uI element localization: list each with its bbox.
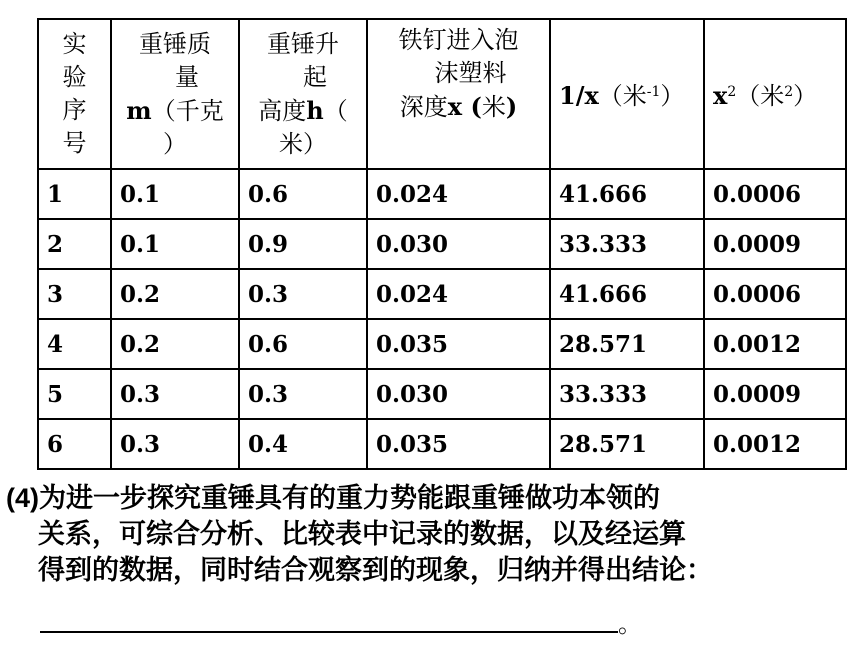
table-row — [38, 419, 846, 469]
cell-reciprocal-depth: 33.333 — [550, 369, 704, 419]
cell-depth-squared: 0.0009 — [704, 219, 846, 269]
cell-nail-depth: 0.024 — [367, 269, 550, 319]
answer-blank-line[interactable] — [40, 631, 618, 633]
table-row — [38, 369, 846, 419]
header-depth-squared-close: ） — [793, 81, 818, 110]
cell-hammer-mass: 0.1 — [111, 169, 239, 219]
header-reciprocal-depth-main: 1/x — [559, 80, 599, 110]
header-lift-height-line — [244, 94, 362, 128]
cell-lift-height: 0.6 — [239, 319, 367, 369]
cell-hammer-mass: 0.3 — [111, 419, 239, 469]
header-hammer-mass-line — [116, 94, 234, 128]
header-reciprocal-depth — [550, 19, 704, 169]
header-row — [38, 19, 846, 169]
cell-depth-squared: 0.0006 — [704, 169, 846, 219]
header-reciprocal-depth-close: ） — [660, 81, 685, 110]
header-hammer-mass-line: 重锤质 — [139, 29, 211, 58]
header-reciprocal-depth-sup: -1 — [646, 83, 661, 100]
data-table — [37, 18, 847, 470]
header-nail-depth — [367, 19, 550, 169]
header-nail-depth-unit: 米 — [481, 93, 506, 121]
header-depth-squared — [704, 19, 846, 169]
header-nail-depth-line: 沫塑料 — [434, 59, 507, 87]
cell-trial-number: 1 — [38, 169, 111, 219]
header-lift-height-line: 米） — [279, 129, 327, 158]
header-lift-height-line: 起 — [303, 62, 327, 91]
header-depth-squared-unit-sup: 2 — [784, 83, 794, 100]
cell-trial-number: 2 — [38, 219, 111, 269]
cell-nail-depth: 0.024 — [367, 169, 550, 219]
question-number: (4) — [6, 483, 39, 513]
cell-lift-height: 0.6 — [239, 169, 367, 219]
question-line-2: 关系，可综合分析、比较表中记录的数据，以及经运算 — [38, 519, 686, 550]
cell-lift-height: 0.9 — [239, 219, 367, 269]
header-depth-squared-unit: （米 — [736, 81, 785, 110]
cell-reciprocal-depth: 41.666 — [550, 169, 704, 219]
header-hammer-mass — [111, 19, 239, 169]
cell-hammer-mass: 0.1 — [111, 219, 239, 269]
header-trial-number-char: 序 — [62, 96, 87, 124]
header-lift-height-symbol: h — [306, 95, 324, 125]
cell-lift-height: 0.4 — [239, 419, 367, 469]
cell-depth-squared: 0.0012 — [704, 319, 846, 369]
cell-reciprocal-depth: 33.333 — [550, 219, 704, 269]
cell-trial-number: 5 — [38, 369, 111, 419]
table-row — [38, 169, 846, 219]
header-trial-number-char: 实 — [62, 30, 87, 58]
cell-trial-number: 4 — [38, 319, 111, 369]
cell-lift-height: 0.3 — [239, 269, 367, 319]
question-line — [6, 480, 856, 517]
header-nail-depth-close: ) — [505, 92, 518, 121]
table-row — [38, 319, 846, 369]
cell-depth-squared: 0.0012 — [704, 419, 846, 469]
header-hammer-mass-line: ） — [163, 129, 187, 158]
header-reciprocal-depth-unit: （米 — [598, 81, 647, 110]
table-row — [38, 269, 846, 319]
cell-hammer-mass: 0.3 — [111, 369, 239, 419]
cell-reciprocal-depth: 41.666 — [550, 269, 704, 319]
header-nail-depth-line: 铁钉进入泡 — [398, 26, 519, 54]
cell-trial-number: 3 — [38, 269, 111, 319]
header-hammer-mass-line: 量 — [175, 62, 199, 91]
header-lift-height-line: 重锤升 — [267, 29, 339, 58]
table-row — [38, 219, 846, 269]
header-lift-height — [239, 19, 367, 169]
cell-nail-depth: 0.035 — [367, 419, 550, 469]
answer-end-mark: 。 — [618, 610, 642, 638]
cell-reciprocal-depth: 28.571 — [550, 319, 704, 369]
cell-nail-depth: 0.030 — [367, 369, 550, 419]
question-line-1: 为进一步探究重锤具有的重力势能跟重锤做功本领的 — [39, 483, 660, 514]
header-lift-height-paren: （ — [323, 96, 348, 125]
cell-nail-depth: 0.030 — [367, 219, 550, 269]
question-line-3: 得到的数据，同时结合观察到的现象，归纳并得出结论： — [38, 555, 713, 586]
cell-reciprocal-depth: 28.571 — [550, 419, 704, 469]
header-nail-depth-text: 深度 — [399, 93, 448, 121]
header-depth-squared-sup: 2 — [727, 83, 737, 100]
cell-trial-number: 6 — [38, 419, 111, 469]
table-body — [38, 169, 846, 469]
cell-nail-depth: 0.035 — [367, 319, 550, 369]
header-trial-number-char: 验 — [62, 63, 87, 91]
header-trial-number-char: 号 — [62, 129, 87, 157]
cell-depth-squared: 0.0006 — [704, 269, 846, 319]
cell-lift-height: 0.3 — [239, 369, 367, 419]
question-text — [6, 480, 856, 589]
header-hammer-mass-symbol: m — [126, 95, 152, 125]
cell-hammer-mass: 0.2 — [111, 269, 239, 319]
cell-depth-squared: 0.0009 — [704, 369, 846, 419]
header-nail-depth-symbol: x ( — [447, 92, 482, 121]
header-trial-number — [38, 19, 111, 169]
cell-hammer-mass: 0.2 — [111, 319, 239, 369]
header-hammer-mass-unit: （千克 — [151, 96, 224, 125]
header-nail-depth-line — [372, 90, 545, 124]
header-lift-height-text: 高度 — [258, 96, 307, 125]
header-depth-squared-main: x — [713, 80, 728, 110]
